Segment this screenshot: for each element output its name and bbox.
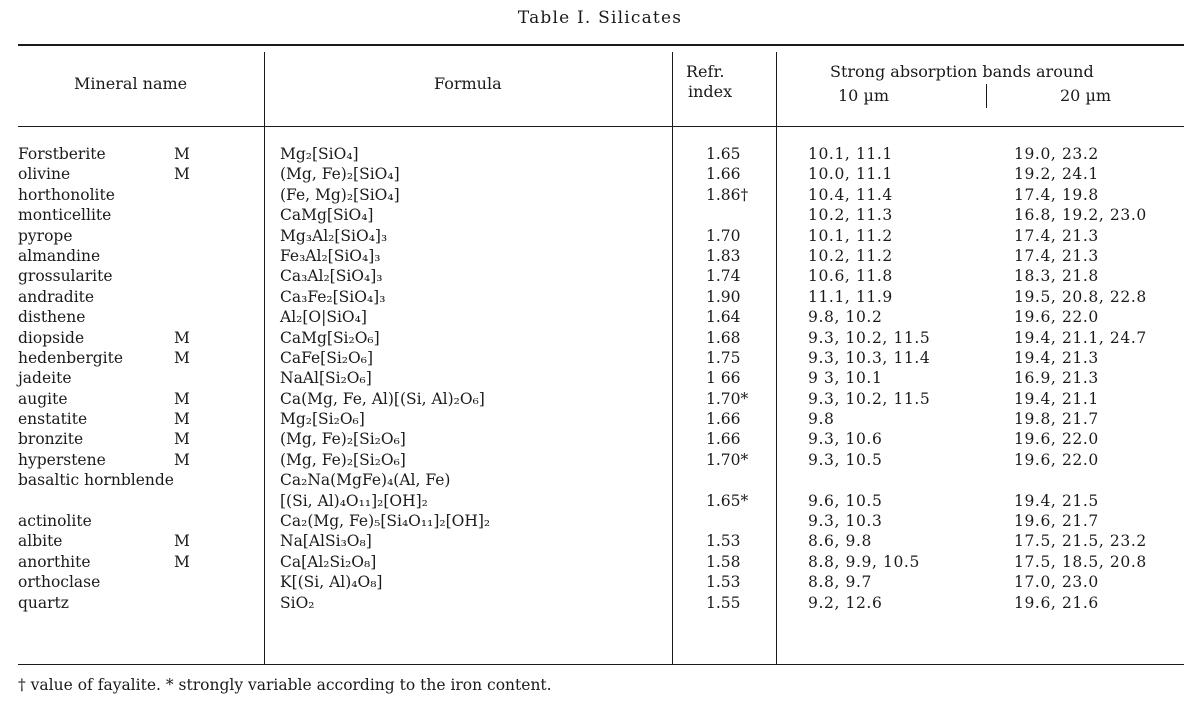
cell-bands-10um: 9 3, 10.1 bbox=[808, 369, 883, 388]
cell-bands-20um: 19.2, 24.1 bbox=[1014, 165, 1099, 184]
cell-refr-index: 1.86† bbox=[706, 185, 749, 204]
cell-bands-20um: 19.8, 21.7 bbox=[1014, 410, 1099, 429]
cell-mark: M bbox=[174, 552, 190, 571]
bottom-rule bbox=[18, 664, 1184, 665]
cell-mineral-name: andradite bbox=[18, 287, 95, 306]
header-refr-line1: Refr. bbox=[686, 62, 725, 81]
cell-bands-10um: 9.6, 10.5 bbox=[808, 491, 883, 510]
cell-refr-index: 1.53 bbox=[706, 573, 741, 592]
table-row bbox=[18, 368, 1184, 388]
cell-mineral-name: horthonolite bbox=[18, 185, 115, 204]
cell-mark: M bbox=[174, 532, 190, 551]
cell-refr-index: 1.66 bbox=[706, 165, 741, 184]
column-divider-bands-sub bbox=[986, 84, 987, 108]
cell-bands-20um: 19.6, 22.0 bbox=[1014, 450, 1099, 469]
cell-mark: M bbox=[174, 348, 190, 367]
cell-refr-index: 1.65* bbox=[706, 491, 749, 510]
cell-bands-10um: 10.6, 11.8 bbox=[808, 267, 893, 286]
cell-bands-10um: 9.3, 10.2, 11.5 bbox=[808, 328, 931, 347]
cell-mark: M bbox=[174, 450, 190, 469]
cell-mineral-name: anorthite bbox=[18, 552, 91, 571]
table-row bbox=[18, 328, 1184, 348]
cell-formula: CaFe[Si₂O₆] bbox=[280, 348, 373, 367]
cell-formula: Ca₂Na(MgFe)₄(Al, Fe) bbox=[280, 471, 451, 490]
table-row bbox=[18, 470, 1184, 490]
cell-refr-index: 1.70 bbox=[706, 226, 741, 245]
cell-mineral-name: albite bbox=[18, 532, 63, 551]
cell-formula: Ca(Mg, Fe, Al)[(Si, Al)₂O₆] bbox=[280, 389, 485, 408]
table-row bbox=[18, 531, 1184, 551]
cell-bands-10um: 9.8 bbox=[808, 410, 835, 429]
cell-formula: (Fe, Mg)₂[SiO₄] bbox=[280, 185, 400, 204]
cell-refr-index: 1.90 bbox=[706, 287, 741, 306]
cell-formula: Na[AlSi₃O₈] bbox=[280, 532, 372, 551]
cell-bands-10um: 9.3, 10.3 bbox=[808, 512, 883, 531]
header-bands-20um: 20 µm bbox=[1060, 86, 1112, 105]
cell-refr-index: 1.70* bbox=[706, 389, 749, 408]
cell-formula: Mg₂[SiO₄] bbox=[280, 145, 359, 163]
table-row bbox=[18, 389, 1184, 409]
cell-formula: NaAl[Si₂O₆] bbox=[280, 369, 372, 388]
cell-bands-10um: 9.3, 10.3, 11.4 bbox=[808, 348, 931, 367]
cell-formula: Ca₂(Mg, Fe)₅[Si₄O₁₁]₂[OH]₂ bbox=[280, 512, 491, 531]
cell-bands-20um: 16.8, 19.2, 23.0 bbox=[1014, 206, 1147, 225]
table-row bbox=[18, 205, 1184, 225]
cell-bands-20um: 19.6, 22.0 bbox=[1014, 430, 1099, 449]
cell-mineral-name: bronzite bbox=[18, 430, 84, 449]
cell-mineral-name: grossularite bbox=[18, 267, 113, 286]
cell-bands-20um: 17.4, 21.3 bbox=[1014, 226, 1099, 245]
cell-refr-index: 1.74 bbox=[706, 267, 741, 286]
cell-formula: Ca[Al₂Si₂O₈] bbox=[280, 552, 377, 571]
cell-formula: (Mg, Fe)₂[SiO₄] bbox=[280, 165, 400, 184]
cell-formula: CaMg[SiO₄] bbox=[280, 206, 374, 225]
cell-mineral-name: quartz bbox=[18, 593, 69, 612]
cell-bands-20um: 17.0, 23.0 bbox=[1014, 573, 1099, 592]
cell-refr-index: 1.83 bbox=[706, 246, 741, 265]
table-row bbox=[18, 491, 1184, 511]
table-row bbox=[18, 450, 1184, 470]
table-row bbox=[18, 572, 1184, 592]
cell-bands-10um: 10.4, 11.4 bbox=[808, 185, 893, 204]
cell-refr-index: 1.68 bbox=[706, 328, 741, 347]
cell-formula: SiO₂ bbox=[280, 593, 315, 612]
cell-bands-10um: 10.1, 11.2 bbox=[808, 226, 893, 245]
table-body bbox=[18, 144, 1184, 613]
cell-mineral-name: Forstberite bbox=[18, 145, 106, 163]
cell-bands-10um: 9.3, 10.5 bbox=[808, 450, 883, 469]
table-row bbox=[18, 593, 1184, 613]
cell-bands-20um: 19.4, 21.5 bbox=[1014, 491, 1099, 510]
cell-refr-index: 1.58 bbox=[706, 552, 741, 571]
table-row bbox=[18, 266, 1184, 286]
cell-mineral-name: augite bbox=[18, 389, 68, 408]
cell-bands-20um: 18.3, 21.8 bbox=[1014, 267, 1099, 286]
cell-bands-20um: 19.6, 21.7 bbox=[1014, 512, 1099, 531]
header-bands-group: Strong absorption bands around bbox=[830, 62, 1094, 81]
cell-refr-index: 1.66 bbox=[706, 410, 741, 429]
cell-bands-10um: 11.1, 11.9 bbox=[808, 287, 893, 306]
table-row bbox=[18, 287, 1184, 307]
table-row bbox=[18, 429, 1184, 449]
cell-mark: M bbox=[174, 389, 190, 408]
top-rule bbox=[18, 44, 1184, 46]
cell-formula: CaMg[Si₂O₆] bbox=[280, 328, 380, 347]
cell-bands-20um: 17.4, 21.3 bbox=[1014, 246, 1099, 265]
table-row bbox=[18, 552, 1184, 572]
cell-bands-20um: 19.5, 20.8, 22.8 bbox=[1014, 287, 1147, 306]
cell-formula: Ca₃Fe₂[SiO₄]₃ bbox=[280, 287, 386, 306]
cell-refr-index: 1.65 bbox=[706, 145, 741, 163]
cell-refr-index: 1 66 bbox=[706, 369, 741, 388]
cell-mark: M bbox=[174, 410, 190, 429]
cell-bands-10um: 10.2, 11.3 bbox=[808, 206, 893, 225]
cell-formula: Ca₃Al₂[SiO₄]₃ bbox=[280, 267, 383, 286]
table-row bbox=[18, 164, 1184, 184]
cell-mineral-name: monticellite bbox=[18, 206, 112, 225]
header-refr-line2: index bbox=[688, 82, 733, 101]
cell-bands-10um: 9.3, 10.6 bbox=[808, 430, 883, 449]
cell-formula: Mg₃Al₂[SiO₄]₃ bbox=[280, 226, 388, 245]
cell-mark: M bbox=[174, 165, 190, 184]
cell-bands-10um: 9.2, 12.6 bbox=[808, 593, 883, 612]
cell-bands-20um: 19.4, 21.3 bbox=[1014, 348, 1099, 367]
cell-bands-10um: 9.3, 10.2, 11.5 bbox=[808, 389, 931, 408]
cell-mark: M bbox=[174, 145, 190, 163]
cell-mineral-name: olivine bbox=[18, 165, 71, 184]
header-formula: Formula bbox=[434, 74, 502, 93]
table-row bbox=[18, 185, 1184, 205]
cell-refr-index: 1.75 bbox=[706, 348, 741, 367]
table-row bbox=[18, 511, 1184, 531]
cell-mineral-name: basaltic hornblende bbox=[18, 471, 174, 490]
cell-mineral-name: hedenbergite bbox=[18, 348, 124, 367]
cell-mineral-name: disthene bbox=[18, 308, 86, 327]
cell-bands-20um: 16.9, 21.3 bbox=[1014, 369, 1099, 388]
cell-bands-20um: 19.4, 21.1 bbox=[1014, 389, 1099, 408]
cell-formula: (Mg, Fe)₂[Si₂O₆] bbox=[280, 450, 406, 469]
cell-formula: Mg₂[Si₂O₆] bbox=[280, 410, 365, 429]
cell-bands-10um: 8.6, 9.8 bbox=[808, 532, 872, 551]
header-bands-10um: 10 µm bbox=[838, 86, 890, 105]
cell-bands-20um: 19.4, 21.1, 24.7 bbox=[1014, 328, 1147, 347]
cell-refr-index: 1.64 bbox=[706, 308, 741, 327]
cell-bands-10um: 8.8, 9.9, 10.5 bbox=[808, 552, 920, 571]
cell-bands-20um: 17.5, 21.5, 23.2 bbox=[1014, 532, 1147, 551]
header-rule bbox=[18, 126, 1184, 127]
cell-bands-10um: 10.1, 11.1 bbox=[808, 145, 893, 163]
cell-bands-20um: 19.6, 22.0 bbox=[1014, 308, 1099, 327]
cell-mineral-name: diopside bbox=[18, 328, 85, 347]
cell-mineral-name: orthoclase bbox=[18, 573, 101, 592]
table-row bbox=[18, 246, 1184, 266]
cell-refr-index: 1.70* bbox=[706, 450, 749, 469]
table-row bbox=[18, 307, 1184, 327]
cell-mineral-name: hyperstene bbox=[18, 450, 106, 469]
cell-bands-20um: 17.5, 18.5, 20.8 bbox=[1014, 552, 1147, 571]
cell-formula: (Mg, Fe)₂[Si₂O₆] bbox=[280, 430, 406, 449]
cell-refr-index: 1.66 bbox=[706, 430, 741, 449]
cell-mark: M bbox=[174, 328, 190, 347]
cell-bands-10um: 9.8, 10.2 bbox=[808, 308, 883, 327]
cell-formula: [(Si, Al)₄O₁₁]₂[OH]₂ bbox=[280, 491, 428, 510]
cell-bands-10um: 10.0, 11.1 bbox=[808, 165, 893, 184]
cell-bands-20um: 17.4, 19.8 bbox=[1014, 185, 1099, 204]
header-mineral-name: Mineral name bbox=[74, 74, 188, 93]
table-row bbox=[18, 348, 1184, 368]
cell-formula: Fe₃Al₂[SiO₄]₃ bbox=[280, 246, 381, 265]
cell-bands-10um: 8.8, 9.7 bbox=[808, 573, 872, 592]
cell-refr-index: 1.55 bbox=[706, 593, 741, 612]
cell-mineral-name: almandine bbox=[18, 246, 101, 265]
cell-mark: M bbox=[174, 430, 190, 449]
footnote: † value of fayalite. * strongly variable according to the iron content. bbox=[18, 676, 552, 694]
cell-mineral-name: jadeite bbox=[18, 369, 72, 388]
cell-bands-20um: 19.0, 23.2 bbox=[1014, 145, 1099, 163]
cell-bands-10um: 10.2, 11.2 bbox=[808, 246, 893, 265]
cell-mineral-name: actinolite bbox=[18, 512, 92, 531]
cell-mineral-name: pyrope bbox=[18, 226, 73, 245]
cell-formula: K[(Si, Al)₄O₈] bbox=[280, 573, 383, 592]
cell-refr-index: 1.53 bbox=[706, 532, 741, 551]
cell-mineral-name: enstatite bbox=[18, 410, 88, 429]
table-row bbox=[18, 409, 1184, 429]
table-row bbox=[18, 144, 1184, 164]
table-row bbox=[18, 226, 1184, 246]
cell-formula: Al₂[O|SiO₄] bbox=[280, 308, 367, 327]
cell-bands-20um: 19.6, 21.6 bbox=[1014, 593, 1099, 612]
table-title: Table I. Silicates bbox=[517, 8, 683, 28]
